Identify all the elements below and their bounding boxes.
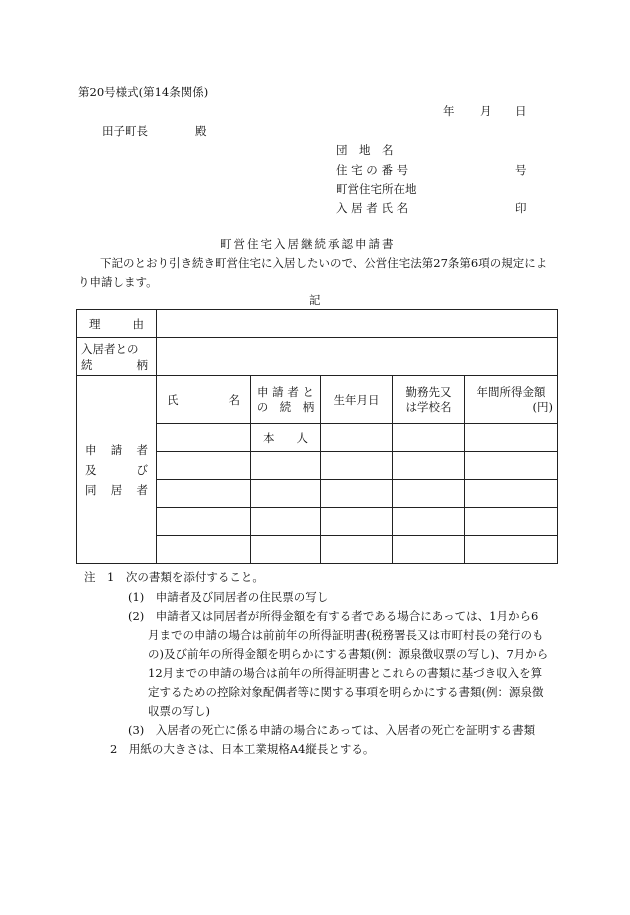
reason-label: 理 由 [77, 310, 157, 338]
cell-name[interactable] [157, 424, 251, 452]
note-item-3: (3) 入居者の死亡に係る申請の場合にあっては、入居者の死亡を証明する書類 [128, 723, 536, 737]
relation-label [77, 338, 157, 376]
cell-work[interactable] [393, 424, 465, 452]
cell-name[interactable] [157, 508, 251, 536]
cell-work[interactable] [393, 480, 465, 508]
intro-line-2: り申請します。 [78, 275, 158, 289]
ki-label: 記 [309, 293, 321, 307]
field-house-number-suffix: 号 [515, 163, 527, 177]
date-year: 年 [443, 104, 455, 118]
relation-field[interactable] [157, 338, 558, 376]
col-header-work-line2: は学校名 [405, 399, 452, 414]
note-item-1: (1) 申請者及び同居者の住民票の写し [128, 590, 329, 604]
field-resident-name-label: 入 居 者 氏 名 [336, 201, 409, 215]
col-header-relation-line2: の 続 柄 [256, 399, 315, 414]
note-item-2-line2: 月までの申請の場合は前前年の所得証明書(税務署長又は市町村長の発行のも [148, 628, 544, 642]
reason-row [77, 310, 558, 338]
reason-field[interactable] [157, 310, 558, 338]
cell-work[interactable] [393, 536, 465, 564]
note-2: 2 用紙の大きさは、日本工業規格A4縦長とする。 [110, 742, 375, 756]
cell-relation[interactable] [251, 480, 321, 508]
cell-work[interactable] [393, 452, 465, 480]
note-1-lead: 注 1 次の書類を添付すること。 [84, 570, 264, 584]
cell-birth[interactable] [321, 424, 393, 452]
cell-relation[interactable] [251, 452, 321, 480]
cell-income[interactable] [465, 424, 558, 452]
cell-income[interactable] [465, 508, 558, 536]
group-label-line2: 及 び [85, 462, 148, 477]
cell-income[interactable] [465, 480, 558, 508]
cell-name[interactable] [157, 480, 251, 508]
form-number: 第20号様式(第14条関係) [78, 85, 209, 99]
cell-work[interactable] [393, 508, 465, 536]
note-item-2-line1: (2) 申請者又は同居者が所得金額を有する者である場合にあっては、1月から6 [128, 609, 539, 623]
application-table [76, 309, 558, 564]
cell-birth[interactable] [321, 536, 393, 564]
cell-relation-self: 本 人 [251, 424, 321, 452]
cell-relation[interactable] [251, 536, 321, 564]
group-label-line1: 申 請 者 [85, 442, 148, 457]
relation-label-line1: 入居者との [81, 341, 139, 356]
col-header-income-line1: 年間所得金額 [476, 384, 546, 399]
field-house-number-label: 住 宅 の 番 号 [336, 163, 409, 177]
col-header-name: 氏 名 [157, 376, 251, 424]
document-title: 町営住宅入居継続承認申請書 [220, 237, 396, 251]
cell-income[interactable] [465, 452, 558, 480]
col-header-birth: 生年月日 [321, 376, 393, 424]
relation-label-line2: 続 柄 [81, 357, 148, 372]
col-header-income-line2: (円) [532, 399, 554, 414]
cell-name[interactable] [157, 536, 251, 564]
col-header-relation-line1: 申 請 者 と [257, 384, 314, 399]
cell-birth[interactable] [321, 452, 393, 480]
cell-birth[interactable] [321, 508, 393, 536]
date-month: 月 [480, 104, 492, 118]
date-day: 日 [515, 104, 527, 118]
relation-row [77, 338, 558, 376]
seal-mark: 印 [515, 201, 527, 215]
header-row [77, 376, 558, 424]
col-header-income [465, 376, 558, 424]
group-label-line3: 同 居 者 [85, 482, 148, 497]
addressee-honorific: 殿 [195, 124, 207, 138]
group-label [77, 376, 157, 564]
cell-name[interactable] [157, 452, 251, 480]
cell-income[interactable] [465, 536, 558, 564]
note-item-2-line6: 収票の写し) [148, 704, 210, 718]
field-danchi-label: 団 地 名 [336, 143, 394, 157]
cell-birth[interactable] [321, 480, 393, 508]
col-header-relation [251, 376, 321, 424]
note-item-2-line3: の)及び前年の所得金額を明らかにする書類(例：源泉徴収票の写し)、7月から [148, 647, 549, 661]
note-item-2-line4: 12月までの申請の場合は前年の所得証明書とこれらの書類に基づき収入を算 [148, 666, 543, 680]
cell-relation[interactable] [251, 508, 321, 536]
col-header-work [393, 376, 465, 424]
note-item-2-line5: 定するための控除対象配偶者等に関する事項を明らかにする書類(例：源泉徴 [148, 685, 544, 699]
addressee-name: 田子町長 [102, 124, 148, 138]
field-address-label: 町営住宅所在地 [336, 182, 417, 196]
intro-line-1: 下記のとおり引き続き町営住宅に入居したいので、公営住宅法第27条第6項の規定によ [100, 256, 548, 270]
col-header-work-line1: 勤務先又 [405, 384, 452, 399]
